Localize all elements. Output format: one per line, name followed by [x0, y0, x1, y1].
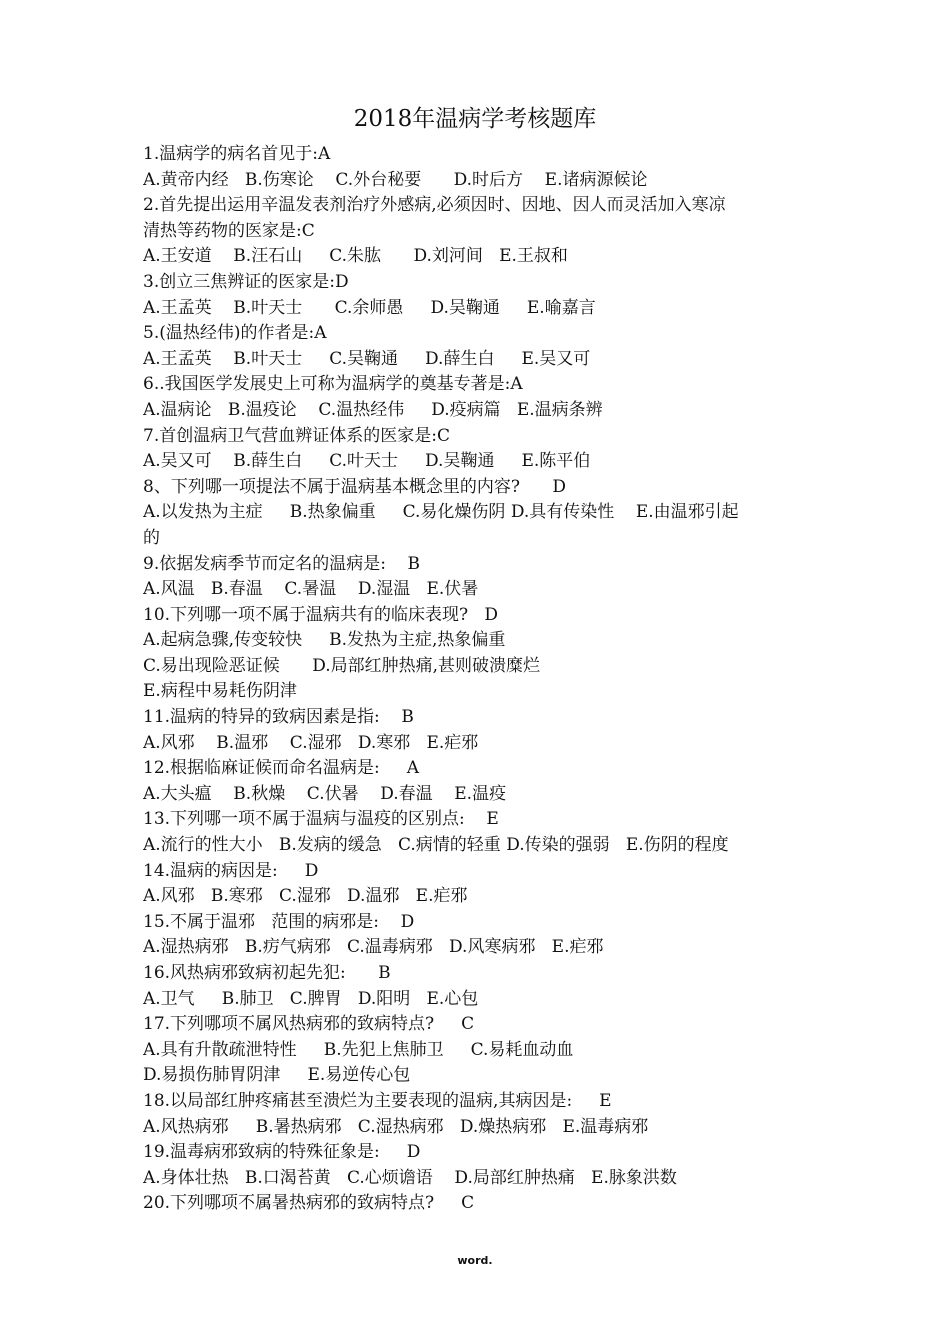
text-line: 的	[143, 527, 160, 548]
text-line: 2.首先提出运用辛温发表剂治疗外感病,必须因时、因地、因人而灵活加入寒凉	[143, 195, 726, 216]
text-line: A.以发热为主症 B.热象偏重 C.易化燥伤阴 D.具有传染性 E.由温邪引起	[143, 502, 739, 523]
text-line: A.吴又可 B.薛生白 C.叶天士 D.吴鞠通 E.陈平伯	[143, 451, 591, 472]
text-line: 8、下列哪一项提法不属于温病基本概念里的内容? D	[143, 476, 566, 497]
text-line: A.黄帝内经 B.伤寒论 C.外台秘要 D.时后方 E.诸病源候论	[143, 169, 648, 190]
text-line: A.风热病邪 B.暑热病邪 C.湿热病邪 D.燥热病邪 E.温毒病邪	[143, 1116, 649, 1137]
text-line: 清热等药物的医家是:C	[143, 220, 315, 241]
text-line: A.王安道 B.汪石山 C.朱肱 D.刘河间 E.王叔和	[143, 246, 568, 267]
text-line: 15.不属于温邪 范围的病邪是: D	[143, 911, 415, 932]
text-line: 16.风热病邪致病初起先犯: B	[143, 963, 391, 983]
text-line: 14.温病的病因是: D	[143, 860, 319, 881]
text-line: 1.温病学的病名首见于:A	[143, 144, 331, 164]
text-line: C.易出现险恶证候 D.局部红肿热痛,甚则破溃糜烂	[143, 655, 541, 676]
text-line: 7.首创温病卫气营血辨证体系的医家是:C	[143, 425, 450, 446]
text-line: A.温病论 B.温疫论 C.温热经伟 D.疫病篇 E.温病条辨	[143, 399, 603, 420]
question-list	[143, 142, 823, 1217]
text-line: A.具有升散疏泄特性 B.先犯上焦肺卫 C.易耗血动血	[143, 1039, 574, 1060]
text-line: A.湿热病邪 B.疠气病邪 C.温毒病邪 D.风寒病邪 E.疟邪	[143, 937, 604, 958]
text-line: 6..我国医学发展史上可称为温病学的奠基专著是:A	[143, 374, 523, 395]
text-line: D.易损伤肺胃阴津 E.易逆传心包	[143, 1065, 411, 1086]
text-line: 9.依据发病季节而定名的温病是: B	[143, 553, 421, 574]
text-line: A.王孟英 B.叶天士 C.吴鞠通 D.薛生白 E.吴又可	[143, 348, 591, 369]
text-line: 11.温病的特异的致病因素是指: B	[143, 707, 414, 728]
text-line: 3.创立三焦辨证的医家是:D	[143, 271, 349, 292]
text-line: A.风邪 B.寒邪 C.湿邪 D.温邪 E.疟邪	[143, 886, 468, 907]
text-line: E.病程中易耗伤阴津	[143, 681, 297, 702]
text-line: 19.温毒病邪致病的特殊征象是: D	[143, 1142, 421, 1163]
text-line: A.卫气 B.肺卫 C.脾胃 D.阳明 E.心包	[143, 988, 479, 1009]
text-line: 18.以局部红肿疼痛甚至溃烂为主要表现的温病,其病因是: E	[143, 1090, 612, 1111]
text-line: A.大头瘟 B.秋燥 C.伏暑 D.春温 E.温疫	[143, 783, 507, 804]
text-line: 20.下列哪项不属暑热病邪的致病特点? C	[143, 1193, 475, 1214]
text-line: 17.下列哪项不属风热病邪的致病特点? C	[143, 1014, 475, 1035]
text-line: A.风邪 B.温邪 C.湿邪 D.寒邪 E.疟邪	[143, 732, 479, 753]
document-title: 2018年温病学考核题库	[353, 106, 597, 132]
text-line: 10.下列哪一项不属于温病共有的临床表现? D	[143, 604, 498, 625]
text-line: 13.下列哪一项不属于温病与温疫的区别点: E	[143, 809, 499, 830]
text-line: A.流行的性大小 B.发病的缓急 C.病情的轻重 D.传染的强弱 E.伤阴的程度	[143, 835, 729, 856]
footer-watermark: word.	[457, 1254, 493, 1267]
text-line: A.身体壮热 B.口渴苔黄 C.心烦谵语 D.局部红肿热痛 E.脉象洪数	[143, 1167, 677, 1188]
text-line: 12.根据临麻证候而命名温病是: A	[143, 758, 420, 779]
text-line: A.风温 B.春温 C.暑温 D.湿温 E.伏暑	[143, 579, 479, 600]
text-line: A.起病急骤,传变较快 B.发热为主症,热象偏重	[143, 630, 506, 651]
text-line: A.王孟英 B.叶天士 C.余师愚 D.吴鞠通 E.喻嘉言	[143, 297, 596, 318]
text-line: 5.(温热经伟)的作者是:A	[143, 323, 327, 344]
